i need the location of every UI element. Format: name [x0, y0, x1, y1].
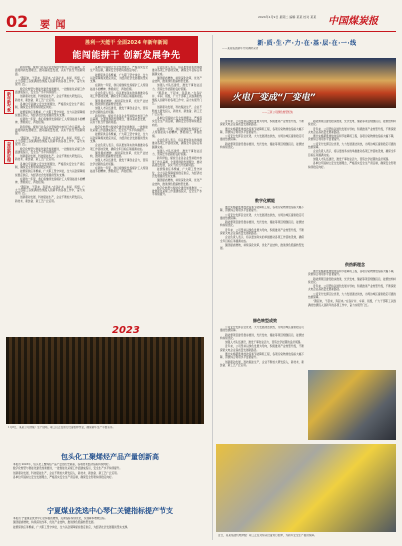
paragraph: 公司充分发挥区位优势，大力发展清洁供热，为周边城区提供稳定可靠的热源保障。: [308, 142, 396, 150]
page-number: 02: [6, 12, 29, 31]
paragraph: 通过实施超低排放改造和节能降耗工程，各项污染物排放指标大幅下降，资源综合利用水平显著提升。: [308, 270, 396, 277]
header-rule: [6, 31, 396, 32]
paragraph: “跑起来，干起来，奔起来。”在各矿井、车间、班组，广大干部职工以饱满的热情投入到新年的各项工作中，奋力实现开门红。: [152, 92, 202, 105]
paragraph: 新年伊始，煤炭行业各企业坚持稳中求进工作总基调，全面贯彻新发展理念，推动高质量发展，以实干担当开创新局面。: [152, 157, 202, 168]
newspaper-logo: 中国煤炭报: [328, 16, 378, 27]
paragraph: 各单位牢固树立安全发展理念，严格落实安全生产责任制，确保安全形势持续稳定向好。: [15, 102, 85, 110]
paragraph: 能源保供任务繁重，广大职工坚守岗位，全力以赴保障煤炭稳定供应，为经济社会发展提供坚实支撑。: [90, 133, 148, 143]
paragraph: 各单位牢固树立安全发展理念，严格落实安全生产责任制，确保安全形势持续稳定向好。: [152, 117, 202, 127]
paragraph: 围绕提质增效，持续深化改革，优化产业结构，推进绿色低碳转型发展。: [152, 76, 202, 84]
right-col-2-top: [308, 120, 396, 260]
paragraph: 各单位牢固树立安全发展理念，严格落实安全生产责任制，确保安全形势持续稳定向好。: [308, 162, 396, 169]
paragraph: 数字化转型与智能化建设加速推进，一批智能化采煤工作面建成投运，安全生产水平持续提升。: [15, 147, 85, 154]
year-label: 2023: [112, 325, 140, 336]
paragraph: 加强人才队伍建设，激发干事创业活力，营造比学赶超的良好氛围。: [313, 157, 391, 161]
paragraph: “跑起来，干起来，奔起来。”在各矿井、车间、班组，广大干部职工以饱满的热情投入到新年的各项工作中，奋力实现开门红。: [15, 76, 85, 87]
paragraph: 能源保供任务繁重，广大职工坚守岗位，全力以赴保障煤炭稳定供应，为经济社会发展提供坚实支撑。: [90, 73, 148, 84]
paragraph: 能源保供任务繁重，广大职工坚守岗位，全力以赴保障煤炭稳定供应，为经济社会发展提供坚实支撑。: [15, 170, 85, 177]
side-tag-2: 奋进新征程: [4, 140, 14, 164]
paragraph: 能源保供任务繁重，广大职工坚守岗位，全力以赴保障煤炭稳定供应，为经济社会发展提供坚实支撑。: [13, 525, 130, 529]
crowd-photo-caption: 1月8日，某某公司选煤厂生产现场，职工们正在进行设备检修作业，确保新年生产平稳有序。: [8, 426, 116, 429]
paragraph: 数字化转型与智能化建设加速推进，一批智能化采煤工作面建成投运，安全生产水平持续提升。: [152, 186, 202, 197]
right-col-1-bottom: [220, 326, 304, 441]
equipment-photo-caption: 近日，某某集团机电修配厂职工正在对综采设备进行检修，为新年安全生产提供保障。: [218, 534, 317, 537]
paragraph: 本报讯 2023年，包头化工聚烯烃产品产量创历史新高，各项技术经济指标持续向好。: [13, 463, 112, 466]
banner-title: 能闯能拼干 创新发展争先: [72, 51, 181, 61]
subheading-1: 数字化赋能: [255, 198, 275, 203]
paragraph: 新年伊始，煤炭行业各企业坚持稳中求进工作总基调，全面贯彻新发展理念，推动高质量发展，以实干担当开创新局面。: [90, 114, 148, 125]
column-divider: [212, 35, 213, 540]
paragraph: 加强人才队伍建设，激发干事创业活力，营造比学赶超的良好氛围。: [152, 149, 202, 157]
paragraph: 数字化转型与智能化建设加速推进，一批智能化采煤工作面建成投运，安全生产水平持续提升。: [13, 467, 122, 471]
paragraph: 企业负责人表示，将以更加务实的举措推动各项工作落地见效，确保全年目标任务圆满完成。: [152, 138, 202, 149]
paragraph: 在新的一年里，我们将继续发扬煤矿工人特别能战斗的精神，勇毅前行，再创佳绩。: [90, 84, 148, 91]
side-tag-1: 新年新气象: [4, 90, 14, 114]
paragraph: 围绕提质增效，持续深化改革，优化产业结构，推进绿色低碳转型发展。: [220, 243, 304, 251]
paragraph: 数字化转型与智能化建设加速推进，一批智能化采煤工作面建成投运，安全生产水平持续提升。: [90, 125, 148, 133]
paragraph: 创新驱动发展，科技赋能生产，企业不断加大研发投入，新技术、新装备、新工艺广泛应用。: [152, 106, 202, 116]
paragraph: 加强人才队伍建设，激发干事创业活力，营造比学赶超的良好氛围。: [152, 84, 202, 91]
paragraph: “跑起来，干起来，奔起来。”在各矿井、车间、班组，广大干部职工以饱满的热情投入到新年的各项工作中，奋力实现开门红。: [15, 185, 85, 196]
paragraph: 在新的一年里，我们将继续发扬煤矿工人特别能战斗的精神，勇毅前行，再创佳绩。: [15, 177, 85, 185]
paragraph: 近年来，公司坚持以绿色发展为导向，积极推进产业转型升级，不断探索火电企业高质量发展新路径。: [220, 228, 304, 236]
left-column-a: [15, 66, 85, 316]
paragraph: 企业负责人表示，将以更加务实的举措推动各项工作落地见效，确保全年目标任务圆满完成。: [90, 144, 148, 151]
right-col-1-top: [220, 120, 304, 195]
lead-banner: [55, 36, 198, 63]
paragraph: 近年来，公司坚持以绿色发展为导向，积极推进产业转型升级，不断探索火电企业高质量发展新路径。: [220, 120, 304, 127]
paragraph: 近年来，公司坚持以绿色发展为导向，积极推进产业转型升级，不断探索火电企业高质量发展新路径。: [308, 127, 396, 134]
paragraph: 在新的一年里，我们将继续发扬煤矿工人特别能战斗的精神，勇毅前行，再创佳绩。: [15, 118, 85, 125]
paragraph: 围绕提质增效，持续深化改革，优化产业结构，推进绿色低碳转型发展。: [152, 179, 202, 186]
paragraph: “跑起来，干起来，奔起来。”在各矿井、车间、班组，广大干部职工以饱满的热情投入到新年的各项工作中，奋力实现开门红。: [308, 300, 396, 307]
paragraph: 新能源项目建设稳步推进，光伏发电、储能等项目相继投运，能源结构持续优化。: [220, 333, 304, 340]
paragraph: 加强人才队伍建设，激发干事创业活力，营造比学赶超的良好氛围。: [225, 341, 303, 345]
paragraph: 创新驱动发展，科技赋能生产，企业不断加大研发投入，新技术、新装备、新工艺广泛应用。: [15, 155, 85, 162]
paragraph: 创新驱动发展，科技赋能生产，企业不断加大研发投入，新技术、新装备、新工艺广泛应用。: [13, 471, 120, 475]
paragraph: 创新驱动发展，科技赋能生产，企业不断加大研发投入，新技术、新装备、新工艺广泛应用。: [15, 196, 85, 203]
paragraph: 新能源项目建设稳步推进，光伏发电、储能等项目相继投运，能源结构持续优化。: [220, 142, 304, 150]
photo-subtitle: ——三河公司绿色转型纪实: [262, 111, 294, 114]
paragraph: “跑起来，干起来，奔起来。”在各矿井、车间、班组，广大干部职工以饱满的热情投入到新年的各项工作中，奋力实现开门红。: [15, 136, 85, 147]
paragraph: 能源保供任务繁重，广大职工坚守岗位，全力以赴保障煤炭稳定供应，为经济社会发展提供坚实支撑。: [152, 168, 202, 178]
crowd-photo: [6, 337, 204, 424]
paragraph: 公司充分发挥区位优势，大力发展清洁供热，为周边城区提供稳定可靠的热源保障。: [220, 213, 304, 220]
photo-overlay-title: 火电厂变成“厂变电”: [232, 93, 316, 103]
article-1-body: [8, 463, 202, 503]
mid-column: [152, 66, 202, 316]
paragraph: 企业负责人表示，将以更加务实的举措推动各项工作落地见效，确保全年目标任务圆满完成。: [220, 236, 304, 243]
paragraph: 各单位牢固树立安全发展理念，严格落实安全生产责任制，确保安全形势持续稳定向好。: [90, 66, 148, 73]
right-col-1-mid: [220, 206, 304, 316]
right-col-2-mid: [308, 270, 396, 366]
right-kicker: 新·质·生·产·力·在·基·层·在·一·线: [257, 40, 357, 47]
paragraph: 公司充分发挥区位优势，大力发展清洁供热，为周边城区提供稳定可靠的热源保障。: [308, 292, 396, 300]
paragraph: 公司充分发挥区位优势，大力发展清洁供热，为周边城区提供稳定可靠的热源保障。: [220, 326, 304, 333]
paragraph: 围绕提质增效，持续深化改革，优化产业结构，推进绿色低碳转型发展。: [90, 151, 148, 159]
equipment-photo: [216, 444, 396, 532]
paragraph: 企业负责人表示，将以更加务实的举措推动各项工作落地见效，确保全年目标任务圆满完成。: [90, 92, 148, 99]
paragraph: 通过实施超低排放改造和节能降耗工程，各项污染物排放指标大幅下降，资源综合利用水平显著提升。: [220, 206, 304, 213]
paragraph: 在新的一年里，我们将继续发扬煤矿工人特别能战斗的精神，勇毅前行，再创佳绩。: [90, 167, 148, 174]
paragraph: 企业负责人表示，将以更加务实的举措推动各项工作落地见效，确保全年目标任务圆满完成。: [152, 66, 202, 76]
paragraph: 近年来，公司坚持以绿色发展为导向，积极推进产业转型升级，不断探索火电企业高质量发展新路径。: [308, 285, 396, 292]
subheading-2: 供热新理念: [345, 262, 365, 267]
subheading-3: 绿色转型成效: [253, 318, 277, 323]
headline-2: 宁夏煤业洗选中心琴仁关键指标提产节支: [47, 507, 173, 515]
paragraph: 企业负责人表示，将以更加务实的举措推动各项工作落地见效，确保全年目标任务圆满完成。: [308, 150, 396, 157]
paragraph: 各单位牢固树立安全发展理念，严格落实安全生产责任制，确保安全形势持续稳定向好。: [15, 162, 85, 170]
paragraph: 加强人才队伍建设，激发干事创业活力，营造比学赶超的良好氛围。: [90, 159, 148, 166]
paragraph: 数字化转型与智能化建设加速推进，一批智能化采煤工作面建成投运，安全生产水平持续提升。: [15, 87, 85, 95]
banner-kicker: 胜利一天能干 全面2024 年新年新闻: [85, 40, 168, 46]
paragraph: 加强人才队伍建设，激发干事创业活力，营造比学赶超的良好氛围。: [90, 107, 148, 114]
paragraph: 新能源项目建设稳步推进，光伏发电、储能等项目相继投运，能源结构持续优化。: [220, 221, 304, 228]
headline-1: 包头化工聚烯烃产品产量创新高: [61, 453, 159, 461]
paragraph: 本报讯 宁夏煤业洗选中心坚持提质增效，关键指标持续优化，实现降本增效目标。: [13, 517, 108, 520]
paragraph: 各单位牢固树立安全发展理念，严格落实安全生产责任制，确保安全形势持续稳定向好。: [13, 475, 115, 479]
paragraph: 创新驱动发展，科技赋能生产，企业不断加大研发投入，新技术、新装备、新工艺广泛应用。: [15, 95, 85, 102]
article-2-body: [8, 517, 202, 543]
paragraph: 近年来，公司坚持以绿色发展为导向，积极推进产业转型升级，不断探索火电企业高质量发展新路径。: [220, 345, 304, 352]
paragraph: 围绕提质增效，持续深化改革，优化产业结构，推进绿色低碳转型发展。: [90, 99, 148, 106]
paragraph: 通过实施超低排放改造和节能降耗工程，各项污染物排放指标大幅下降，资源综合利用水平显著提升。: [220, 353, 304, 360]
paragraph: 创新驱动发展，科技赋能生产，企业不断加大研发投入，新技术、新装备、新工艺广泛应用。: [220, 360, 304, 367]
paragraph: 围绕提质增效，持续深化改革，优化产业结构，推进绿色低碳转型发展。: [13, 521, 96, 525]
paragraph: 公司充分发挥区位优势，大力发展清洁供热，为周边城区提供稳定可靠的热源保障。: [220, 135, 304, 142]
paragraph: 新年伊始，煤炭行业各企业坚持稳中求进工作总基调，全面贯彻新发展理念，推动高质量发展，以实干担当开创新局面。: [15, 66, 85, 76]
paragraph: 新年伊始，煤炭行业各企业坚持稳中求进工作总基调，全面贯彻新发展理念，推动高质量发展，以实干担当开创新局面。: [15, 125, 85, 136]
left-column-b: [90, 66, 148, 316]
right-subkicker: ——某某集团新年开局调研采访: [222, 47, 259, 50]
paragraph: 新能源项目建设稳步推进，光伏发电、储能等项目相继投运，能源结构持续优化。: [308, 277, 396, 284]
section-title: 要 闻: [40, 20, 67, 31]
paragraph: 在新的一年里，我们将继续发扬煤矿工人特别能战斗的精神，勇毅前行，再创佳绩。: [152, 128, 202, 138]
machinery-photo: [308, 370, 396, 440]
paragraph: 能源保供任务繁重，广大职工坚守岗位，全力以赴保障煤炭稳定供应，为经济社会发展提供坚实支撑。: [15, 110, 85, 117]
paragraph: 通过实施超低排放改造和节能降耗工程，各项污染物排放指标大幅下降，资源综合利用水平显著提升。: [220, 127, 304, 134]
date-meta: 2024年1月9日 星期二 编辑 某某 校对 某某: [258, 15, 317, 19]
paragraph: 新能源项目建设稳步推进，光伏发电、储能等项目相继投运，能源结构持续优化。: [308, 120, 396, 127]
paragraph: 通过实施超低排放改造和节能降耗工程，各项污染物排放指标大幅下降，资源综合利用水平显著提升。: [308, 135, 396, 142]
